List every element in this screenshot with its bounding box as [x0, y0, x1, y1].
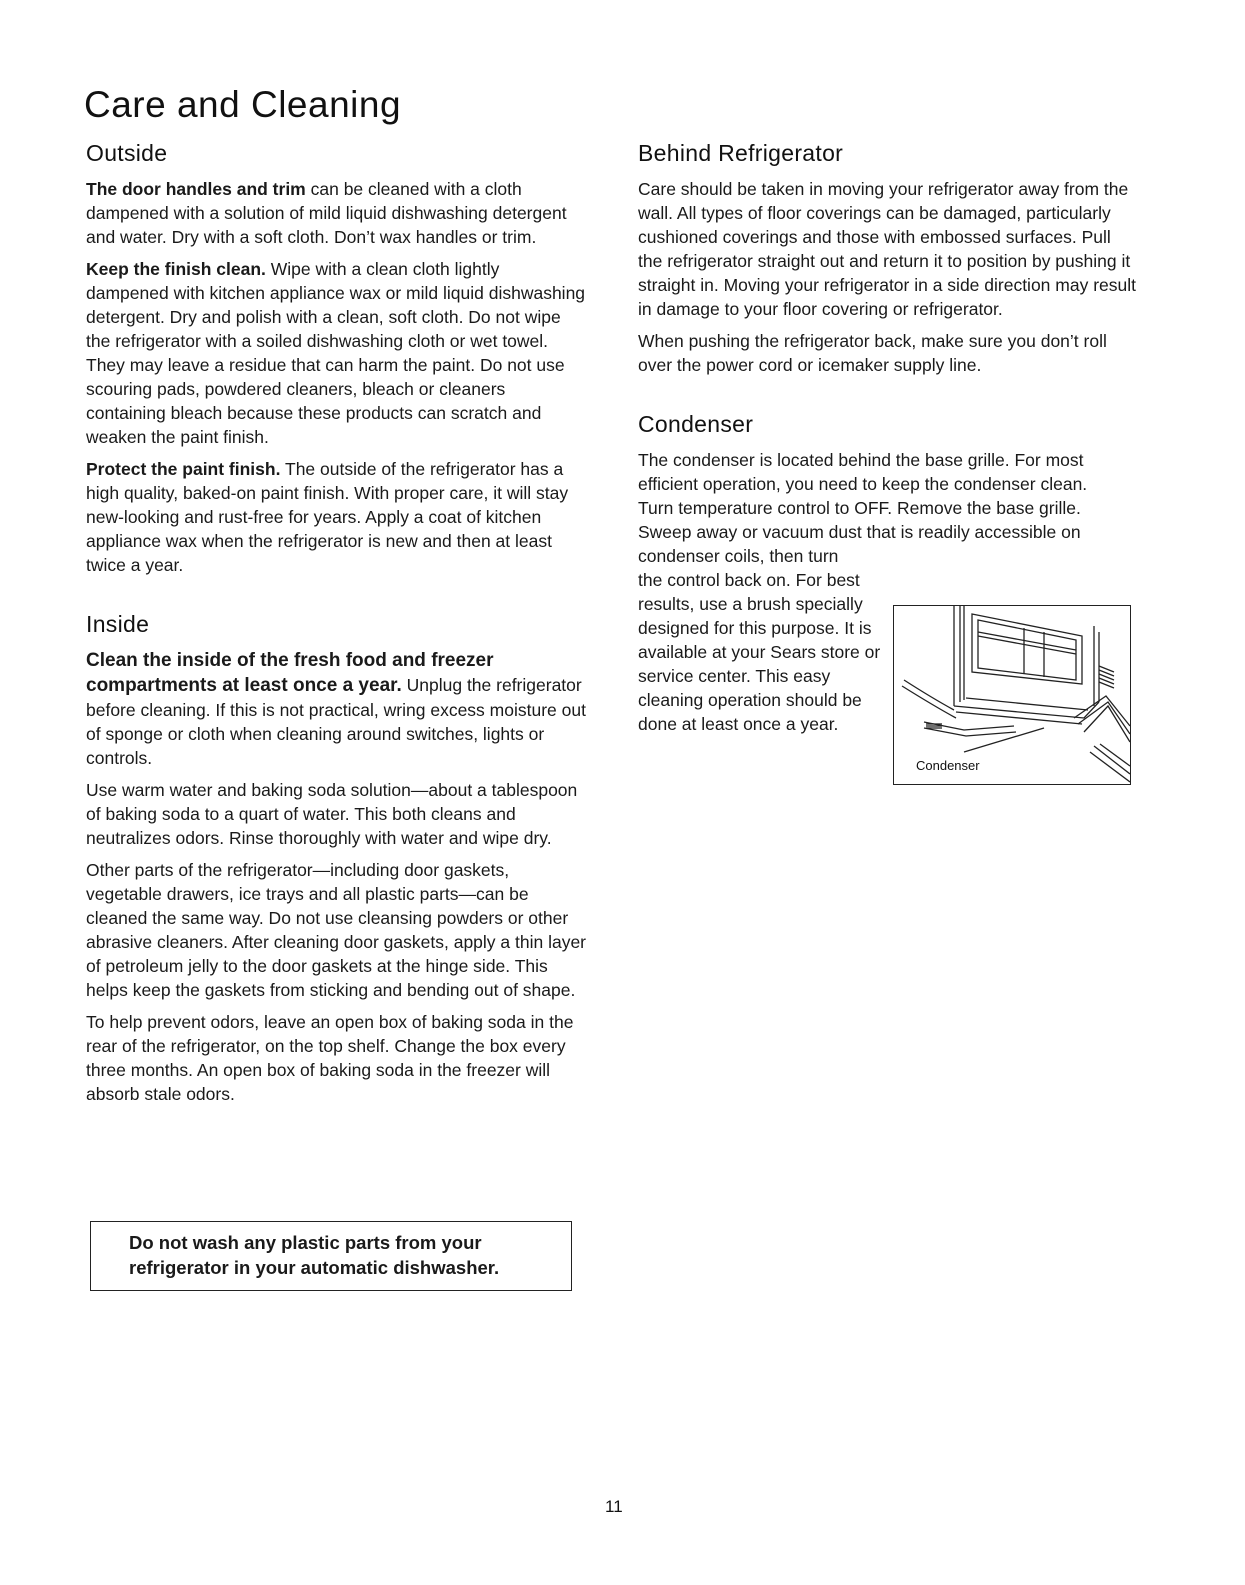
inside-paragraph-1	[86, 648, 586, 770]
inside-heading: Inside	[86, 611, 150, 637]
condenser-heading: Condenser	[638, 411, 754, 437]
inside-paragraph-2: Use warm water and baking soda solution—about a tablespoon of baking soda to a quart of water. This both cleans and neutralizes odors. Rinse thoroughly with water and wipe dry.	[86, 780, 578, 848]
outside-paragraph-3	[86, 457, 586, 577]
dishwasher-warning-box	[90, 1221, 572, 1291]
dishwasher-warning-text: Do not wash any plastic parts from your refrigerator in your automatic dishwasher.	[129, 1232, 500, 1278]
page-title: Care and Cleaning	[84, 84, 402, 125]
inside-p1-lead: Clean the inside of the fresh food and freezer compartments at least once a year.	[86, 650, 494, 696]
outside-heading: Outside	[86, 140, 168, 166]
outside-paragraph-2	[86, 257, 586, 449]
inside-p1-text: Unplug the refrigerator before cleaning. If this is not practical, wring excess moisture out of sponge or cloth when cleaning around switches, lights or controls.	[86, 675, 586, 768]
page-number: 11	[605, 1497, 623, 1516]
inside-paragraph-4: To help prevent odors, leave an open box of baking soda in the rear of the refrigerator, on the top shelf. Change the box every three months. An open box of baking soda in the freezer will absorb stale odors.	[86, 1012, 574, 1104]
condenser-paragraph-1: The condenser is located behind the base grille. For most efficient operation, you need to keep the condenser clean. Turn temperature control to OFF. Remove the base grille. Sweep away or vacuum dust that is readily accessible on condenser coils, then turn	[638, 450, 1088, 566]
outside-p3-text: The outside of the refrigerator has a high quality, baked-on paint finish. With proper care, it will stay new-looking and rust-free for years. Apply a coat of kitchen appliance wax when the refrigerator is new and then at least twice a year.	[86, 459, 569, 575]
condenser-illustration	[893, 605, 1131, 785]
outside-p1-text: can be cleaned with a cloth dampened with a solution of mild liquid dishwashing detergent and water. Dry with a soft cloth. Don’t wax handles or trim.	[86, 179, 567, 247]
behind-paragraph-2: When pushing the refrigerator back, make sure you don’t roll over the power cord or icemaker supply line.	[638, 331, 1107, 375]
inside-paragraph-3: Other parts of the refrigerator—including door gaskets, vegetable drawers, ice trays and all plastic parts—can be cleaned the same way. Do not use cleansing powders or other abrasive cleaners. After cleaning door gaskets, apply a thin layer of petroleum jelly to the door gaskets at the hinge side. This helps keep the gaskets from sticking and bending out of shape.	[86, 860, 587, 1000]
condenser-paragraph-2: the control back on. For best results, use a brush specially designed for this purpose. It is available at your Sears store or service center. This easy cleaning operation should be done at least once a year.	[638, 570, 881, 734]
left-column	[86, 140, 586, 1114]
behind-heading: Behind Refrigerator	[638, 140, 844, 166]
outside-p2-text: Wipe with a clean cloth lightly dampened with kitchen appliance wax or mild liquid dishwashing detergent. Dry and polish with a clean, soft cloth. Do not wipe the refrigerator with a soiled dishwashing cloth or wet towel. They may leave a residue that can harm the paint. Do not use scouring pads, powdered cleaners, bleach or cleaners containing bleach because these products can scratch and weaken the paint finish.	[86, 259, 586, 447]
outside-p1-lead: The door handles and trim	[86, 179, 306, 199]
behind-paragraph-1: Care should be taken in moving your refrigerator away from the wall. All types of floor coverings can be damaged, particularly cushioned coverings and those with embossed surfaces. Pull the refrigerator straight out and return it to position by pushing it straight in. Moving your refrigerator in a side direction may result in damage to your floor covering or refrigerator.	[638, 179, 1136, 319]
outside-p2-lead: Keep the finish clean.	[86, 259, 266, 279]
outside-p3-lead: Protect the paint finish.	[86, 459, 281, 479]
condenser-label: Condenser	[916, 758, 980, 773]
outside-paragraph-1	[86, 177, 586, 249]
